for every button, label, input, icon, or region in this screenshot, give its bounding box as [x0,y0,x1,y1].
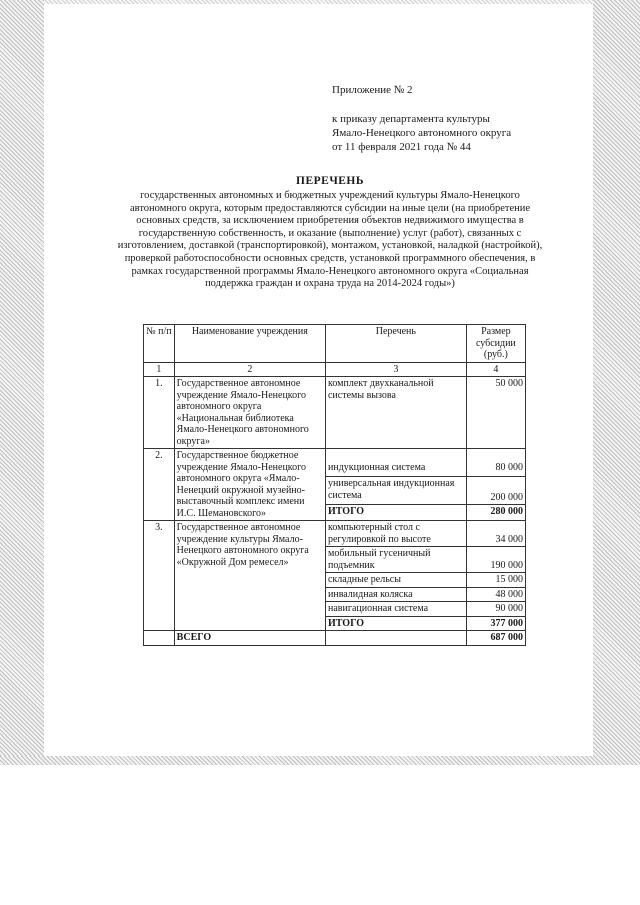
inst3-amount2: 190 000 [466,547,525,573]
col-number-2: 2 [174,362,325,377]
inst2-name: Государственное бюджетное учреждение Ямало-Ненецкого автономного округа «Ямало-Ненецкий окружной музейно-выставочный комплекс имени И.С. Шемановского» [174,449,325,521]
col-number-3: 3 [325,362,466,377]
table-header-row [144,325,526,363]
column-number-row [144,362,526,377]
scan-border-top [44,0,593,4]
inst2-amount2: 200 000 [466,477,525,505]
subsidy-table [143,324,526,646]
grand-total-row [144,631,526,646]
inst2-num: 2. [144,449,175,521]
header-amount: Размер субсидии (руб.) [466,325,525,363]
inst3-amount5: 90 000 [466,602,525,617]
inst2-total-label: ИТОГО [325,505,466,521]
inst3-item3: складные рельсы [325,573,466,588]
inst3-num: 3. [144,521,175,631]
inst3-total: 377 000 [466,616,525,631]
inst3-item5: навигационная система [325,602,466,617]
scan-border-left [0,0,44,764]
table-row [144,521,526,547]
inst1-amount: 50 000 [466,377,525,449]
inst3-item1: компьютерный стол с регулировкой по высоте [325,521,466,547]
header-num: № п/п [144,325,175,363]
inst3-total-label: ИТОГО [325,616,466,631]
document-description: государственных автономных и бюджетных учреждений культуры Ямало-Ненецкого автономного округа, которым предоставляются субсидии на иные цели (на приобретение основных средств, за исключением приобретения объектов недвижимого имущества в государственную собственность, и оказание (выполнение) услуг (работ), связанных с изготовлением, доставкой (транспортировкой), монтажом, установкой, наладкой (настройкой), проверкой работоспособности основных средств, установкой программного обеспечения, в рамках государственной программы Ямало-Ненецкого автономного округа «Социальная поддержка граждан и охрана труда на 2014-2024 годы») [117,190,543,290]
annex-department-line: Ямало-Ненецкого автономного округа [332,127,512,139]
annex-order-line: к приказу департамента культуры [332,113,490,125]
inst3-item4: инвалидная коляска [325,587,466,602]
table-row [144,449,526,477]
inst2-amount1: 80 000 [466,449,525,477]
scan-border-right [593,0,640,764]
inst3-amount3: 15 000 [466,573,525,588]
scan-border-bottom [0,756,640,765]
inst3-name: Государственное автономное учреждение культуры Ямало-Ненецкого автономного округа «Окружной Дом ремесел» [174,521,325,631]
inst2-total: 280 000 [466,505,525,521]
inst1-item: комплект двухканальной системы вызова [325,377,466,449]
annex-number: Приложение № 2 [332,84,413,96]
grand-total: 687 000 [466,631,525,646]
annex-date-line: от 11 февраля 2021 года № 44 [332,141,471,153]
table-row [144,377,526,449]
inst2-item1: индукционная система [325,449,466,477]
inst3-item2: мобильный гусеничный подъемник [325,547,466,573]
inst2-item2: универсальная индукционная система [325,477,466,505]
grand-total-label: ВСЕГО [174,631,325,646]
header-name: Наименование учреждения [174,325,325,363]
document-title: ПЕРЕЧЕНЬ [296,175,364,187]
col-number-1: 1 [144,362,175,377]
inst3-amount4: 48 000 [466,587,525,602]
inst1-num: 1. [144,377,175,449]
header-list: Перечень [325,325,466,363]
inst1-name: Государственное автономное учреждение Ямало-Ненецкого автономного округа «Национальная библиотека Ямало-Ненецкого автономного округа» [174,377,325,449]
inst3-amount1: 34 000 [466,521,525,547]
col-number-4: 4 [466,362,525,377]
